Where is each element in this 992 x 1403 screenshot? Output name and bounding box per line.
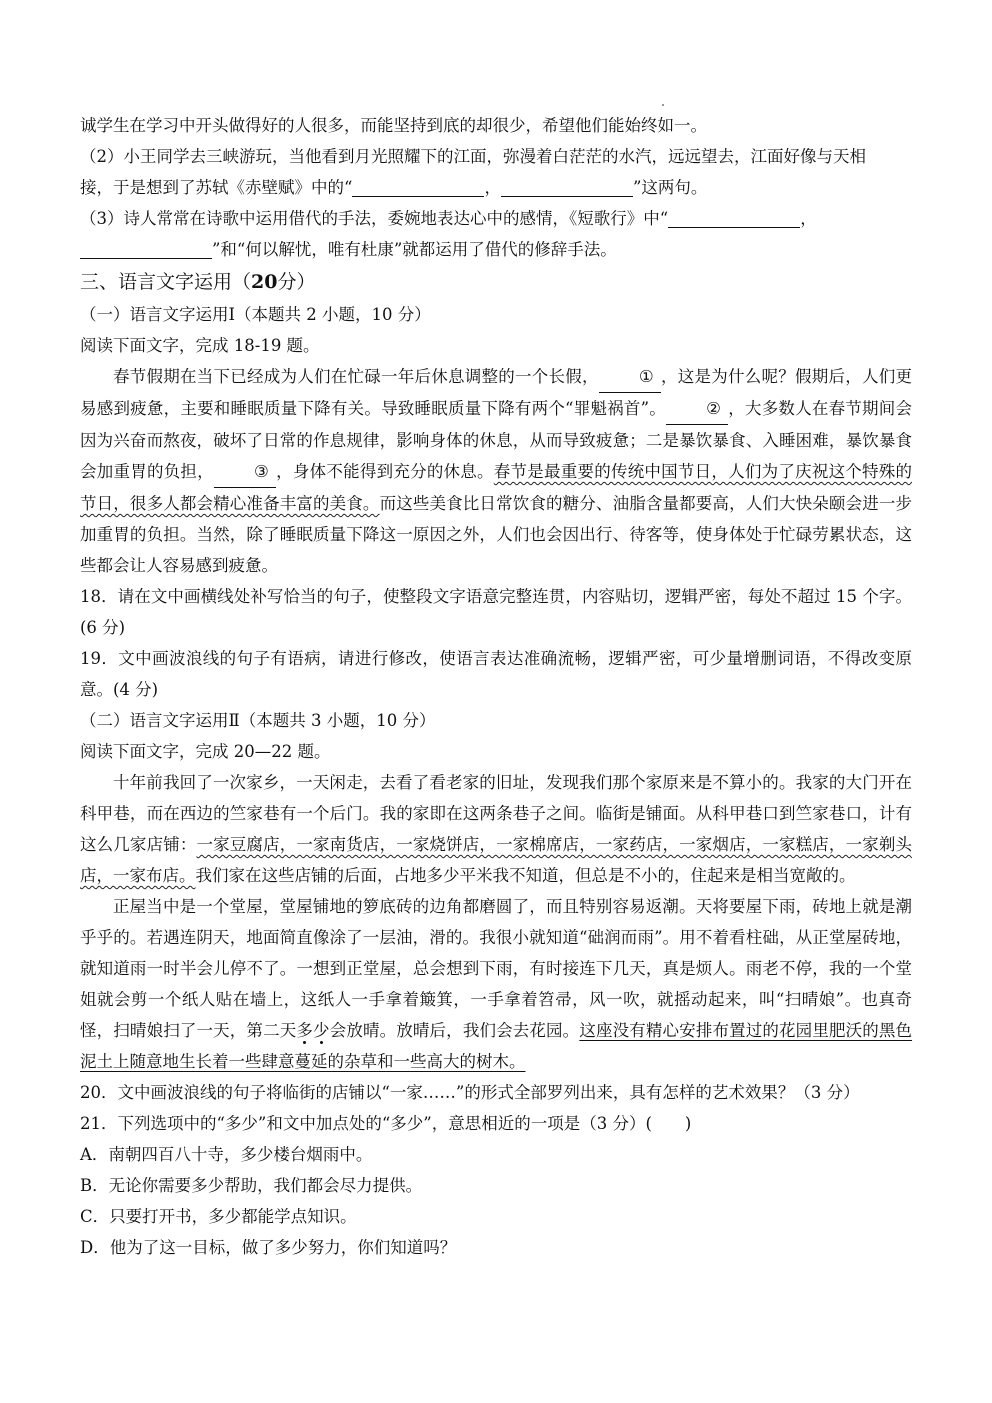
q17-2-line1: （2）小王同学去三峡游玩，当他看到月光照耀下的江面，弥漫着白茫茫的水汽，远远望去，江面好像与天相: [80, 147, 866, 166]
wavy-shop-list: 一家豆腐店，一家南货店，一家烧饼店，一家棉席店，一家药店，一家烟店，一家糕店，一家剃头店，一家布店。: [80, 835, 912, 885]
passage-2-paragraph-2: 正屋当中是一个堂屋，堂屋铺地的箩底砖的边角都磨圆了，而且特别容易返潮。天将要屋下雨，砖地上就是潮乎乎的。若遇连阴天，地面简直像涂了一层油，滑的。我很小就知道“础润而雨”。用不着看柱础，从正堂屋砖地，就知道雨一时半会儿停不了。一想到正堂屋，总会想到下雨，有时接连下几天，真是烦人。雨老不停，我的一个堂姐就会剪一个纸人贴在墙上，这纸人一手拿着簸箕，一手拿着笤帚，风一吹，就摇动起来，叫“扫晴娘”。也真奇怪，扫晴娘扫了一天，第二天多少会放晴。放晴后，我们会去花园。这座没有精心安排布置过的花园里肥沃的黑色泥土上随意地生长着一些肆意蔓延的杂草和一些高大的树木。: [80, 897, 913, 1071]
underlined-sentence: 这座没有精心安排布置过的花园里肥沃的黑色泥土上随意地生长着一些肆意蔓延的杂草和一些高大的树木。: [80, 1021, 913, 1071]
answer-blank[interactable]: [668, 208, 800, 228]
blank-1[interactable]: ①: [599, 361, 661, 393]
exam-page: [80, 108, 912, 1263]
answer-blank[interactable]: [80, 239, 212, 259]
q17-3-line2: ”和“何以解忧，唯有杜康”就都运用了借代的修辞手法。: [80, 234, 912, 265]
dotted-char: 多: [296, 1021, 314, 1040]
option-c[interactable]: C．只要打开书，多少都能学点知识。: [80, 1207, 357, 1226]
question-21: 21．下列选项中的“多少”和文中加点处的“多少”，意思相近的一项是（3 分）( ): [80, 1114, 692, 1133]
q17-3-line1: （3）诗人常常在诗歌中运用借代的手法，委婉地表达心中的感情，《短歌行》中“ ，: [80, 209, 817, 228]
scan-dot: [662, 104, 664, 106]
part1-heading: （一）语言文字运用Ⅰ（本题共 2 小题，10 分）: [80, 305, 431, 324]
answer-blank[interactable]: [352, 177, 484, 197]
dotted-char: 少: [313, 1021, 330, 1040]
question-20: 20．文中画波浪线的句子将临街的店铺以“一家……”的形式全部罗列出来，具有怎样的艺术效果？（3 分）: [80, 1083, 860, 1102]
wavy-sentence: 春节是最重要的传统中国节日，人们为了庆祝这个特殊的节日，很多人都会精心准备丰富的美食。: [80, 462, 913, 513]
question-19: 19．文中画波浪线的句子有语病，请进行修改，使语言表达准确流畅，逻辑严密，可少量增删词语，不得改变原意。(4 分): [80, 649, 912, 699]
section-title: 三、语言文字运用（20分）: [80, 271, 316, 293]
option-a[interactable]: A．南朝四百八十寺，多少楼台烟雨中。: [80, 1145, 373, 1164]
passage-2-paragraph-1: 十年前我回了一次家乡，一天闲走，去看了看老家的旧址，发现我们那个家原来是不算小的。我家的大门开在科甲巷，而在西边的竺家巷有一个后门。我的家即在这两条巷子之间。临街是铺面。从科甲巷口到竺家巷口，计有这么几家店铺：一家豆腐店，一家南货店，一家烧饼店，一家棉席店，一家药店，一家烟店，一家糕店，一家剃头店，一家布店。我们家在这些店铺的后面，占地多少平米我不知道，但总是不小的，住起来是相当宽敞的。: [80, 773, 912, 885]
part2-heading: （二）语言文字运用Ⅱ（本题共 3 小题，10 分）: [80, 711, 436, 730]
blank-3[interactable]: ③: [214, 456, 276, 488]
blank-2[interactable]: ②: [666, 393, 728, 425]
intro-tail: 诚学生在学习中开头做得好的人很多，而能坚持到底的却很少，希望他们能始终如一。: [80, 116, 707, 135]
passage-1: 春节假期在当下已经成为人们在忙碌一年后休息调整的一个长假， ① ，这是为什么呢？假期后，人们更易感到疲惫，主要和睡眠质量下降有关。导致睡眠质量下降有两个“罪魁祸首”。 ② ，大多数人在春节期间会因为兴奋而熬夜，破坏了日常的作息规律，影响身体的休息，从而导致疲惫；二是暴饮暴食、入睡困难，暴饮暴食会加重胃的负担， ③ ，身体不能得到充分的休息。春节是最重要的传统中国节日，人们为了庆祝这个特殊的节日，很多人都会精心准备丰富的美食。而这些美食比日常饮食的糖分、油脂含量都要高，人们大快朵颐会进一步加重胃的负担。当然，除了睡眠质量下降这一原因之外，人们也会因出行、待客等，使身体处于忙碌劳累状态，这些都会让人容易感到疲惫。: [80, 361, 912, 581]
part1-instruction: 阅读下面文字，完成 18-19 题。: [80, 336, 320, 355]
option-d[interactable]: D．他为了这一目标，做了多少努力，你们知道吗？: [80, 1238, 457, 1257]
q17-2-line2: 接，于是想到了苏轼《赤壁赋》中的“ ， ”这两句。: [80, 178, 708, 197]
question-18: 18．请在文中画横线处补写恰当的句子，使整段文字语意完整连贯，内容贴切，逻辑严密，每处不超过 15 个字。(6 分): [80, 587, 912, 637]
part2-instruction: 阅读下面文字，完成 20—22 题。: [80, 742, 331, 761]
answer-blank[interactable]: [501, 177, 633, 197]
option-b[interactable]: B．无论你需要多少帮助，我们都会尽力提供。: [80, 1176, 423, 1195]
